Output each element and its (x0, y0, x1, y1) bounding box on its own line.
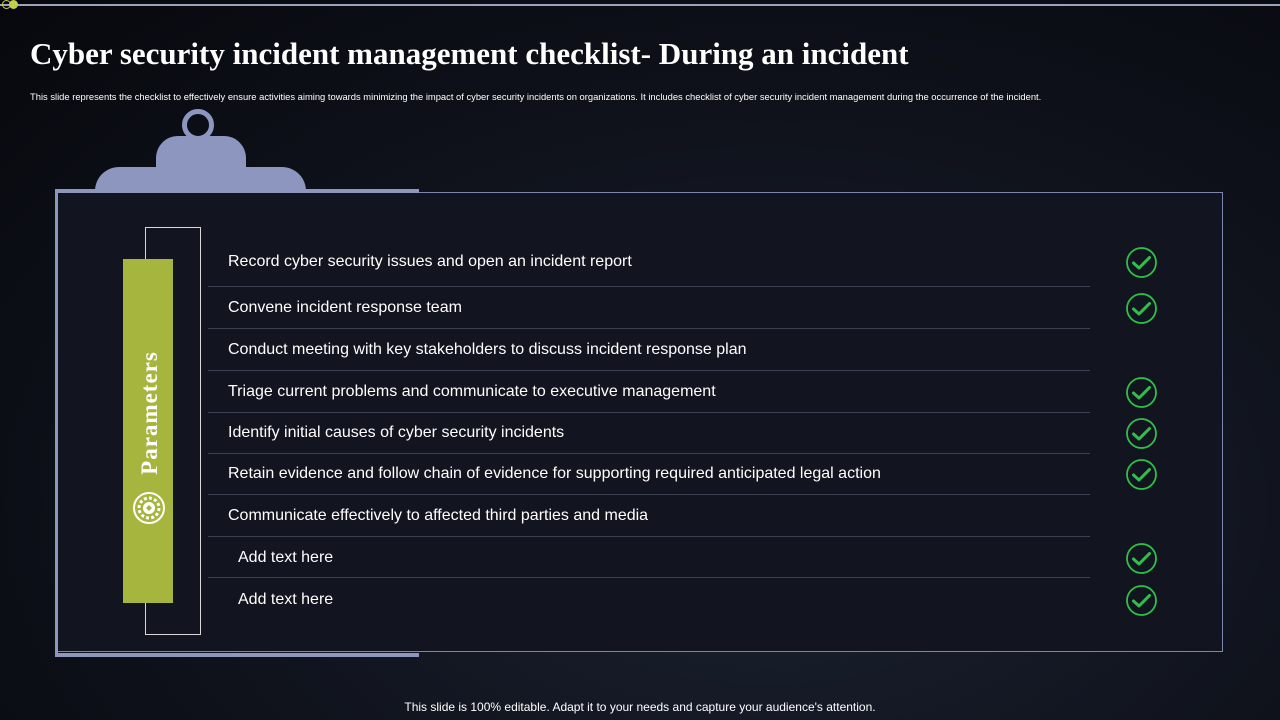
checklist-item-text: Conduct meeting with key stakeholders to discuss incident response plan (228, 341, 747, 358)
row-divider (208, 494, 1090, 495)
row-divider (208, 453, 1090, 454)
checklist-item-text: Convene incident response team (228, 299, 462, 316)
row-divider (208, 577, 1090, 578)
clipboard-clip-base (95, 167, 306, 191)
slide-title: Cyber security incident management checklist- During an incident (30, 36, 909, 71)
check-icon (1125, 417, 1158, 450)
clipboard-left-edge (55, 189, 58, 657)
checklist-item-text: Record cyber security issues and open an incident report (228, 253, 632, 270)
checklist-item-text: Add text here (238, 591, 334, 608)
check-icon (1125, 584, 1158, 617)
checklist-item-text: Identify initial causes of cyber security incidents (228, 424, 565, 441)
row-divider (208, 536, 1090, 537)
checklist-item-text: Add text here (238, 549, 334, 566)
checklist-item-text: Communicate effectively to affected third parties and media (228, 507, 649, 524)
top-dot-right (9, 0, 18, 9)
row-divider (208, 286, 1090, 287)
slide-subtitle: This slide represents the checklist to effectively ensure activities aiming towards minimizing the impact of cyber security incidents on organizations. It includes checklist of cyber security incident management during the occurrence of the incident. (30, 91, 1042, 102)
check-icon (1125, 246, 1158, 279)
check-icon (1125, 458, 1158, 491)
check-icon (1125, 542, 1158, 575)
clipboard-top-edge (55, 189, 419, 193)
parameters-label: Parameters (137, 351, 162, 475)
footer-note: This slide is 100% editable. Adapt it to your needs and capture your audience's attention. (404, 700, 876, 714)
settings-gear-icon (132, 491, 166, 525)
row-divider (208, 370, 1090, 371)
row-divider (208, 328, 1090, 329)
checklist-item-text: Triage current problems and communicate to executive management (228, 383, 716, 400)
check-icon (1125, 292, 1158, 325)
check-icon (1125, 376, 1158, 409)
top-rule (0, 4, 1280, 6)
checklist-item-text: Retain evidence and follow chain of evidence for supporting required anticipated legal action (228, 465, 881, 482)
clipboard-bottom-edge (55, 653, 419, 657)
row-divider (208, 412, 1090, 413)
